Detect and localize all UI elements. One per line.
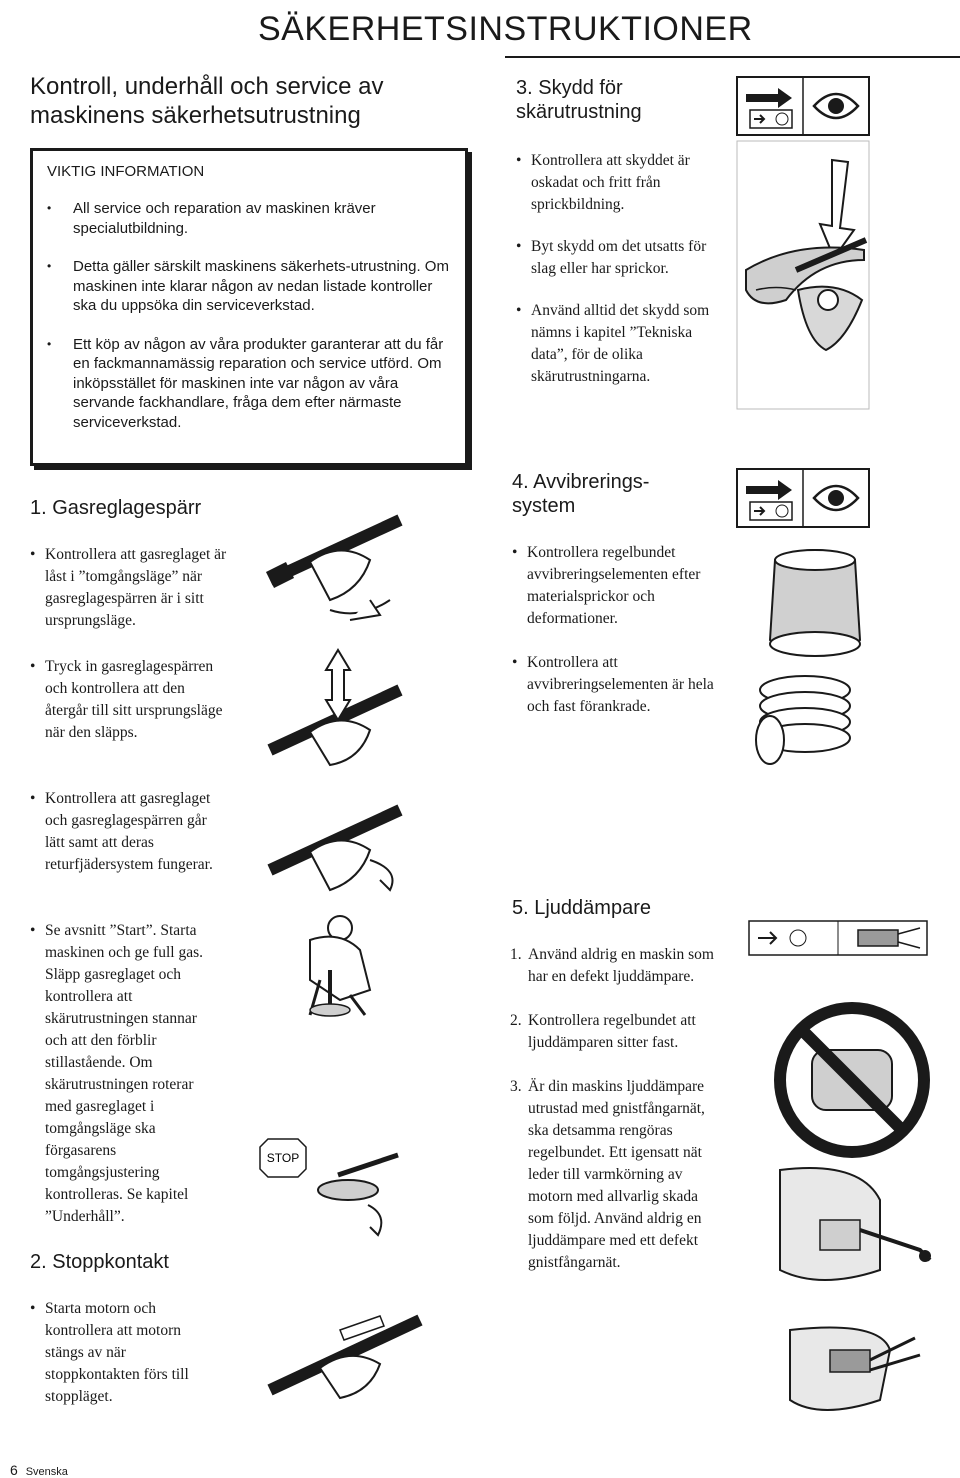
important-info-box (30, 148, 468, 466)
section4-list (512, 542, 722, 718)
info-item: • All service och reparation av maskinen kräver specialutbildning. (47, 199, 457, 238)
section1-list-c (30, 788, 230, 876)
item-text: Använd aldrig en maskin som har en defekt ljuddämpare. (528, 946, 714, 985)
numbered-item (510, 1076, 720, 1274)
check-icons-box (736, 76, 870, 136)
section1-list-b (30, 656, 230, 744)
spark-arrester-illustration (720, 1160, 940, 1420)
arrow-icon (746, 480, 792, 520)
list-item: • Kontrollera regelbundet avvibreringselementen efter materialsprickor och deformationer. (512, 542, 722, 630)
throttle-lockout-illustration-3 (250, 790, 420, 900)
section1-list-d (30, 920, 220, 1228)
list-item: • Kontrollera att gasreglaget och gasreglagespärren går lätt samt att deras returfjädersystem fungerar. (30, 788, 230, 876)
operator-illustration (270, 910, 400, 1020)
section3-title-line1: 3. Skydd för (516, 77, 623, 99)
left-column-title (30, 72, 470, 130)
section4-title-line1: 4. Avvibrerings- (512, 471, 650, 493)
section1-title: 1. Gasreglagespärr (30, 497, 202, 519)
list-item: • Kontrollera att avvibreringselementen är hela och fast förankrade. (512, 652, 722, 718)
vibration-damper-illustration (745, 540, 875, 770)
stop-label: STOP (266, 1151, 300, 1165)
section3-list (516, 150, 726, 388)
section3-title (516, 76, 642, 124)
info-heading: VIKTIG INFORMATION (47, 163, 205, 180)
header-rule (505, 56, 960, 58)
info-item: • Detta gäller särskilt maskinens säkerhets-utrustning. Om maskinen inte klarar någon av nedan listade kontroller ska du uppsöka din serviceverkstad. (47, 257, 457, 316)
item-number: 3. (510, 1078, 522, 1095)
eye-icon (814, 94, 858, 118)
left-title-line1: Kontroll, underhåll och service av (30, 73, 384, 100)
throttle-lockout-illustration-1 (250, 500, 420, 630)
page-header: SÄKERHETSINSTRUKTIONER (258, 10, 753, 48)
item-text: Är din maskins ljuddämpare utrustad med gnistfångarnät, ska detsamma rengöras regelbundet. Ett igensatt nät leder till varmkörning av motorn med allvarlig skada som följd. Använd aldrig en ljuddämpare med ett defekt gnistfångarnät. (528, 1078, 705, 1271)
page-number: 6 (10, 1462, 18, 1478)
numbered-item (510, 944, 720, 988)
stop-switch-illustration (250, 1270, 440, 1410)
footer-language: Svenska (25, 1466, 68, 1478)
section1-list-a (30, 544, 230, 632)
info-item: • Ett köp av någon av våra produkter garanterar att du får en fackmannamässig reparation och service utförd. Om inköpsstället för maskinen inte var någon av våra servande fackhandlare, fråga dem efter närmaste serviceverkstad. (47, 335, 457, 433)
numbered-item (510, 1010, 720, 1054)
item-number: 2. (510, 1012, 522, 1029)
section5-title: 5. Ljuddämpare (512, 897, 651, 919)
check-icons-box (736, 468, 870, 528)
section3-title-line2: skärutrustning (516, 101, 642, 123)
info-list (47, 199, 457, 451)
section5-list (510, 944, 720, 1274)
list-item: • Tryck in gasreglagespärren och kontrollera att den återgår till sitt ursprungsläge när den släpps. (30, 656, 230, 744)
stop-trimmer-illustration (258, 1135, 408, 1245)
section2-list (30, 1298, 220, 1408)
item-text: Kontrollera regelbundet att ljuddämparen sitter fast. (528, 1012, 696, 1051)
throttle-lockout-illustration-2 (250, 640, 420, 770)
eye-icon (814, 486, 858, 510)
list-item: • Använd alltid det skydd som nämns i kapitel ”Tekniska data”, för de olika skärutrustningarna. (516, 300, 726, 388)
arrow-icon (746, 88, 792, 128)
item-number: 1. (510, 946, 522, 963)
list-item: • Byt skydd om det utsatts för slag eller har sprickor. (516, 236, 726, 280)
prohibited-muffler-illustration (772, 1000, 932, 1160)
list-item: • Starta motorn och kontrollera att motorn stängs av när stoppkontakten förs till stoppläget. (30, 1298, 220, 1408)
list-item: • Se avsnitt ”Start”. Starta maskinen och ge full gas. Släpp gasreglaget och kontrollera att skärutrustningen stannar och att den förblir stillastående. Om skärutrustningen roterar med gasreglaget i tomgångsläge ska förgasarens tomgångsjustering kontrolleras. Se kapitel ”Underhåll”. (30, 920, 220, 1228)
trimmer-guard-illustration (736, 140, 870, 410)
section2-title: 2. Stoppkontakt (30, 1251, 169, 1273)
left-title-line2: maskinens säkerhetsutrustning (30, 102, 361, 129)
section4-title (512, 470, 649, 518)
tool-icons-box (748, 920, 928, 956)
section4-title-line2: system (512, 495, 576, 517)
list-item: • Kontrollera att skyddet är oskadat och fritt från sprickbildning. (516, 150, 726, 216)
page-footer (10, 1462, 68, 1478)
list-item: • Kontrollera att gasreglaget är låst i ”tomgångsläge” när gasreglagespärren är i sitt ursprungsläge. (30, 544, 230, 632)
